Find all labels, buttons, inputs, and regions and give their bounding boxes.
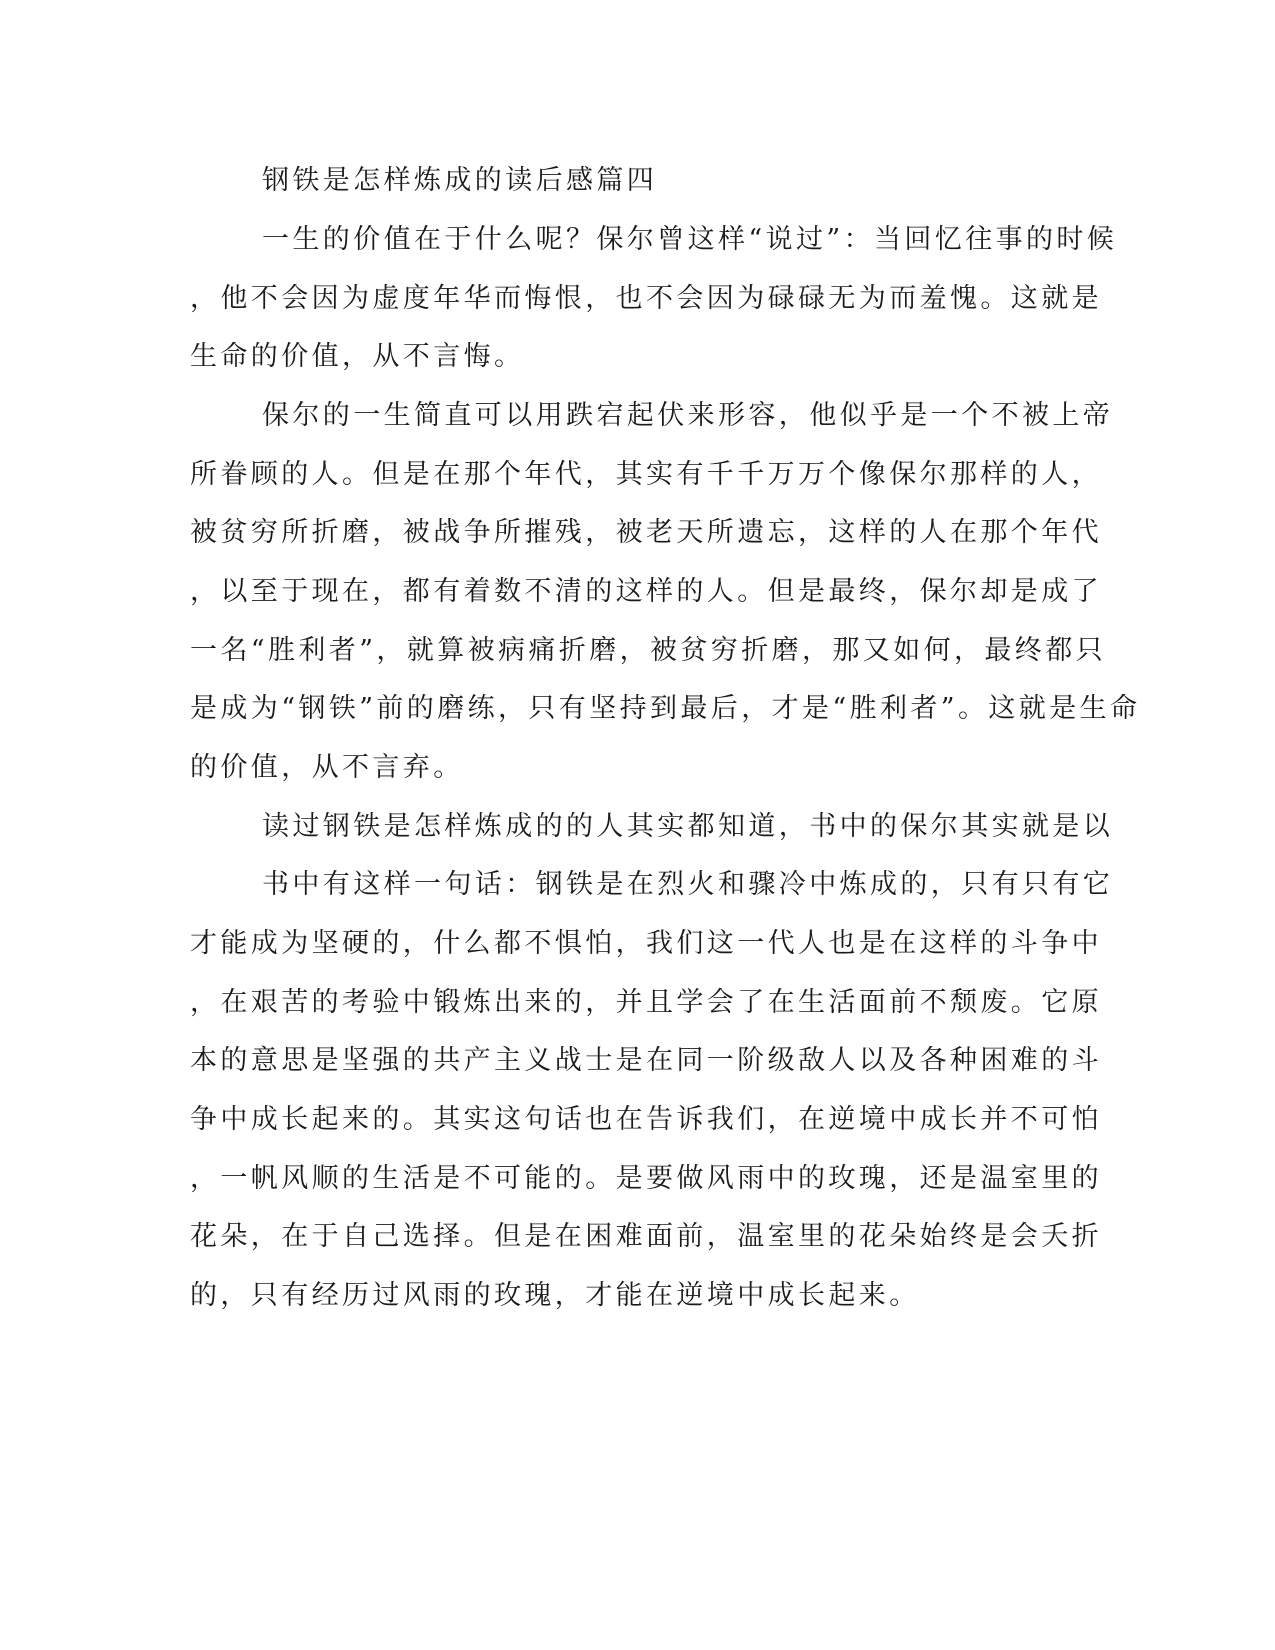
paragraph-line: 一生的价值在于什么呢？保尔曾这样“说过”：当回忆往事的时候 (262, 224, 1118, 255)
paragraph-line: ，在艰苦的考验中锻炼出来的，并且学会了在生活面前不颓废。它原 (190, 987, 1102, 1018)
paragraph-line: 的价值，从不言弃。 (190, 752, 464, 783)
paragraph-line: 所眷顾的人。但是在那个年代，其实有千千万万个像保尔那样的人， (190, 459, 1102, 490)
paragraph-line: 才能成为坚硬的，什么都不惧怕，我们这一代人也是在这样的斗争中 (190, 928, 1102, 959)
paragraph-line: 被贫穷所折磨，被战争所摧残，被老天所遗忘，这样的人在那个年代 (190, 517, 1102, 548)
paragraph-line: 本的意思是坚强的共产主义战士是在同一阶级敌人以及各种困难的斗 (190, 1045, 1102, 1076)
paragraph-line: 争中成长起来的。其实这句话也在告诉我们，在逆境中成长并不可怕 (190, 1104, 1102, 1135)
paragraph-line: ，一帆风顺的生活是不可能的。是要做风雨中的玫瑰，还是温室里的 (190, 1163, 1102, 1194)
paragraph-line: 生命的价值，从不言悔。 (190, 341, 525, 372)
paragraph-line: 保尔的一生简直可以用跌宕起伏来形容，他似乎是一个不被上帝 (262, 400, 1114, 431)
paragraph-line: 花朵，在于自己选择。但是在困难面前，温室里的花朵始终是会夭折 (190, 1221, 1102, 1252)
paragraph-line: 是成为“钢铁”前的磨练，只有坚持到最后，才是“胜利者”。这就是生命 (190, 693, 1141, 724)
paragraph-line: 书中有这样一句话：钢铁是在烈火和骤冷中炼成的，只有只有它 (262, 869, 1114, 900)
document-title: 钢铁是怎样炼成的读后感篇四 (262, 165, 658, 196)
paragraph-line: 读过钢铁是怎样炼成的的人其实都知道，书中的保尔其实就是以 (262, 811, 1114, 842)
paragraph-line: ，他不会因为虚度年华而悔恨，也不会因为碌碌无为而羞愧。这就是 (190, 283, 1102, 314)
paragraph-line: 的，只有经历过风雨的玫瑰，才能在逆境中成长起来。 (190, 1280, 920, 1311)
paragraph-line: 一名“胜利者”，就算被病痛折磨，被贫穷折磨，那又如何，最终都只 (190, 635, 1107, 666)
paragraph-line: ，以至于现在，都有着数不清的这样的人。但是最终，保尔却是成了 (190, 576, 1102, 607)
